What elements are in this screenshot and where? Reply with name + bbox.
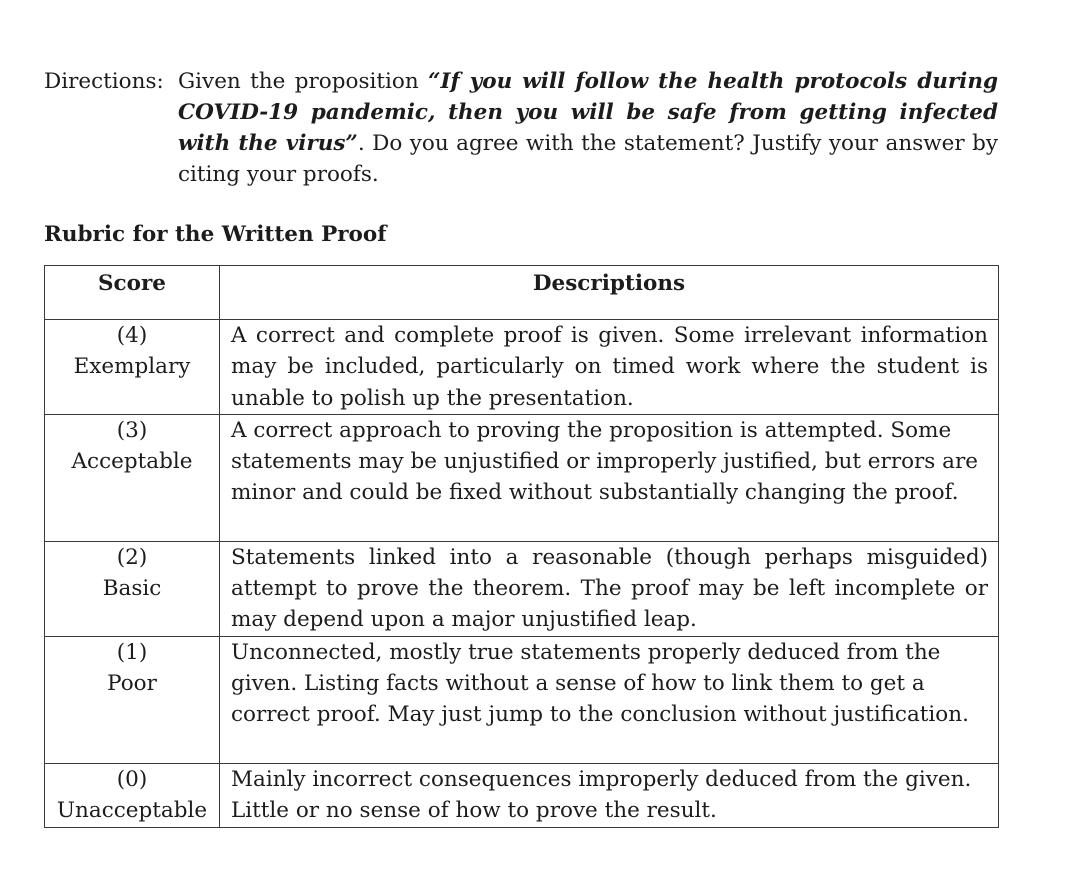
description-cell: A correct and complete proof is given. Some irrelevant information may be included, particularly on timed work where the student is unable to polish up the presentation. — [220, 320, 999, 415]
directions-text — [178, 66, 1000, 190]
table-row — [45, 414, 999, 541]
table-row — [45, 763, 999, 827]
score-cell — [45, 541, 220, 636]
proposition-text: “If you will follow the health protocols during COVID-19 pandemic, then you will be safe from getting infected with the virus” — [178, 69, 999, 156]
description-cell: Unconnected, mostly true statements properly deduced from the given. Listing facts without a sense of how to link them to get a correct proof. May just jump to the conclusion without justification. — [220, 636, 999, 763]
rubric-table — [44, 265, 999, 828]
score-points: (4) — [116, 323, 148, 348]
directions-block — [44, 66, 1000, 190]
description-cell: Statements linked into a reasonable (though perhaps misguided) attempt to prove the theorem. The proof may be left incomplete or may depend upon a major unjustified leap. — [220, 541, 999, 636]
score-cell — [45, 636, 220, 763]
score-cell — [45, 320, 220, 415]
score-points: (1) — [116, 639, 148, 665]
table-row — [45, 320, 999, 415]
description-cell: A correct approach to proving the proposition is attempted. Some statements may be unjustified or improperly justified, but errors are minor and could be fixed without substantially changing the proof. — [220, 414, 999, 541]
score-cell — [45, 414, 220, 541]
score-points: (2) — [116, 544, 148, 570]
score-points: (3) — [116, 417, 148, 443]
score-level: Basic — [102, 576, 162, 602]
score-level: Exemplary — [73, 354, 191, 380]
description-cell: Mainly incorrect consequences improperly deduced from the given. Little or no sense of how to prove the result. — [220, 763, 999, 827]
rubric-header-row — [45, 266, 999, 320]
score-level: Unacceptable — [56, 798, 208, 824]
score-cell — [45, 763, 220, 827]
rubric-title: Rubric for the Written Proof — [44, 222, 387, 247]
directions-intro: Given the proposition — [178, 69, 429, 94]
descriptions-column-header: Descriptions — [220, 266, 999, 320]
score-level: Poor — [107, 671, 157, 697]
directions-question: . Do you agree with the statement? Justify your answer by citing your proofs. — [178, 131, 999, 187]
score-level: Acceptable — [71, 449, 193, 475]
score-column-header: Score — [45, 266, 220, 320]
directions-label: Directions: — [44, 69, 164, 94]
score-points: (0) — [116, 766, 148, 792]
table-row — [45, 541, 999, 636]
table-row — [45, 636, 999, 763]
